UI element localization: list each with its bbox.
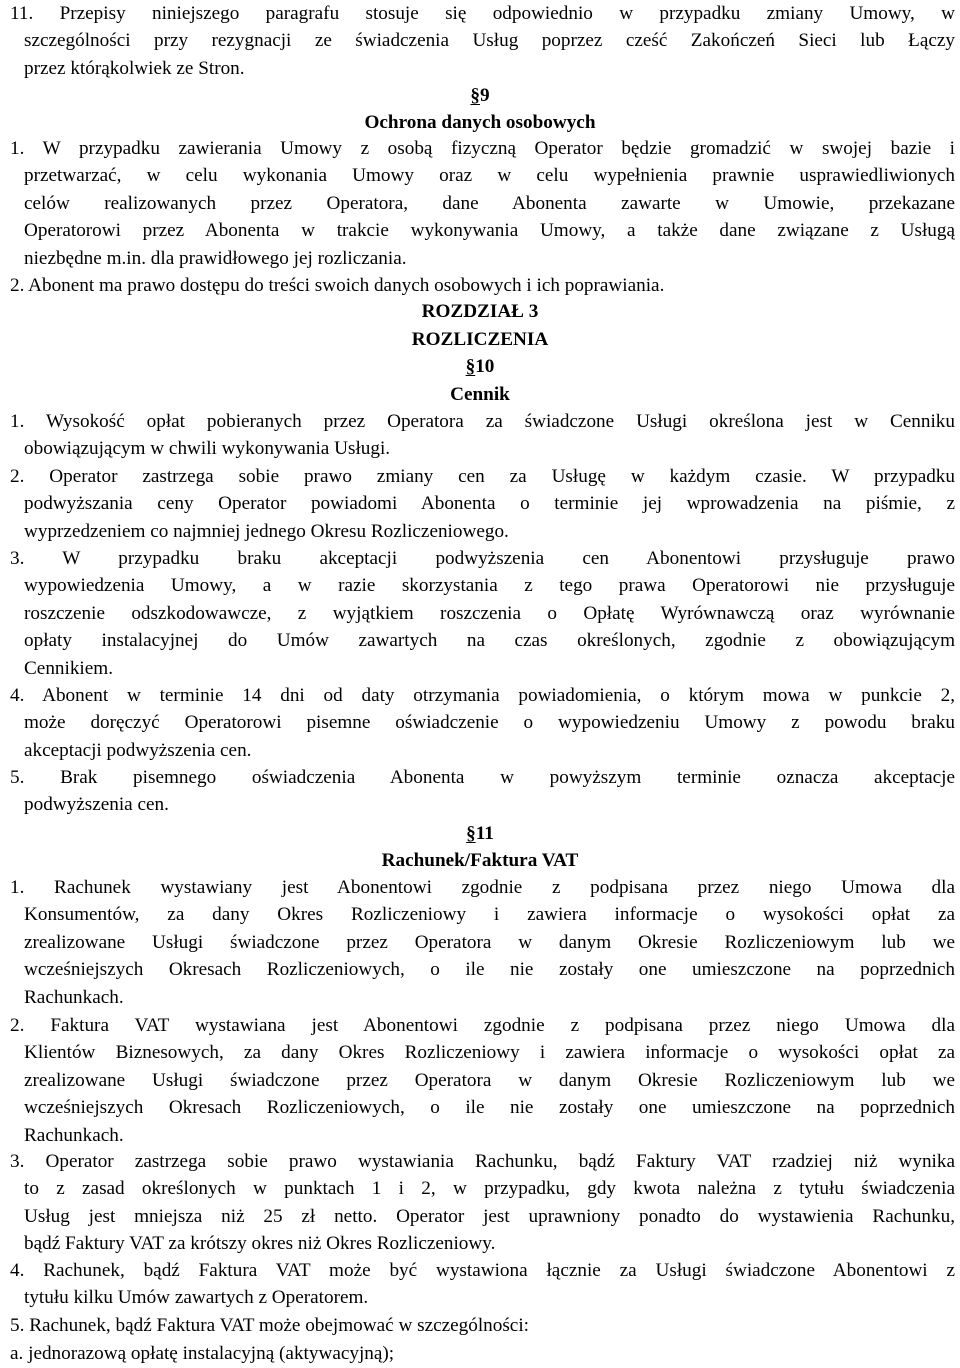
section-sign: § [470, 85, 480, 106]
paragraph-line: wcześniejszych Okresach Rozliczeniowych, o ile nie zostały one umieszczone na poprzednich [24, 959, 955, 981]
section-number-text: 10 [475, 356, 495, 377]
paragraph-line: to z zasad określonych w punktach 1 i 2, w przypadku, gdy kwota należna z tytułu świadczenia [24, 1178, 955, 1200]
section-heading-text: Rachunek/Faktura VAT [381, 850, 579, 871]
section-heading-text: ROZDZIAŁ 3 [421, 301, 539, 322]
paragraph-line: 1. Wysokość opłat pobieranych przez Operatora za świadczone Usługi określona jest w Cenniku [10, 411, 955, 432]
paragraph-line: wypowiedzenia Umowy, a w razie skorzystania z tego prawa Operatorowi nie przysługuje [24, 575, 955, 597]
paragraph-line: zrealizowane Usługi świadczone przez Operatora w danym Okresie Rozliczeniowym lub we [24, 931, 955, 953]
paragraph-p11 [10, 0, 955, 82]
paragraph-p10_3 [10, 545, 955, 682]
paragraph-p11_5a [10, 1340, 955, 1367]
paragraph-line: 5. Rachunek, bądź Faktura VAT może obejmować w szczególności: [10, 1315, 529, 1336]
section-heading [0, 847, 960, 874]
section-number [0, 820, 960, 847]
paragraph-p10_4 [10, 682, 955, 764]
paragraph-line: Konsumentów, za dany Okres Rozliczeniowy i zawiera informacje o wysokości opłat za [24, 904, 955, 926]
paragraph-line: Rachunkach. [24, 1124, 124, 1146]
paragraph-line: opłaty instalacyjnej do Umów zawartych na czas określonych, zgodnie z obowiązującym [24, 630, 955, 652]
paragraph-line: 4. Rachunek, bądź Faktura VAT może być wystawiona łącznie za Usługi świadczone Abonentowi z [10, 1260, 955, 1281]
paragraph-line: 1. Rachunek wystawiany jest Abonentowi zgodnie z podpisana przez niego Umowa dla [10, 877, 955, 898]
paragraph-line: Rachunkach. [24, 986, 124, 1008]
paragraph-line: 2. Abonent ma prawo dostępu do treści swoich danych osobowych i ich poprawiania. [10, 275, 665, 296]
paragraph-line: podwyższania ceny Operator powiadomi Abonenta o terminie jej wprowadzenia na piśmie, z [24, 493, 955, 515]
paragraph-p11_4 [10, 1257, 955, 1312]
paragraph-p11_2 [10, 1012, 955, 1149]
paragraph-line: roszczenie odszkodowawcze, z wyjątkiem roszczenia o Opłatę Wyrównawczą oraz wyrównanie [24, 602, 955, 624]
paragraph-line: 5. Brak pisemnego oświadczenia Abonenta w powyższym terminie oznacza akceptacje [10, 767, 955, 788]
paragraph-line: zrealizowane Usługi świadczone przez Operatora w danym Okresie Rozliczeniowym lub we [24, 1069, 955, 1091]
paragraph-line: Operatorowi przez Abonenta w trakcie wykonywania Umowy, a także dane związane z Usługą [24, 220, 955, 242]
paragraph-line: 11. Przepisy niniejszego paragrafu stosuje się odpowiednio w przypadku zmiany Umowy, w [10, 3, 955, 24]
paragraph-p10_1 [10, 408, 955, 463]
paragraph-line: bądź Faktury VAT za krótszy okres niż Okres Rozliczeniowy. [24, 1233, 496, 1255]
paragraph-p10_2 [10, 463, 955, 545]
paragraph-p9_2 [10, 272, 955, 299]
paragraph-line: tytułu kilku Umów zawartych z Operatorem. [24, 1287, 369, 1309]
section-sign: § [466, 823, 476, 844]
paragraph-line: obowiązującym w chwili wykonywania Usługi. [24, 438, 391, 460]
section-number-text: 9 [480, 85, 490, 106]
section-number [0, 82, 960, 109]
paragraph-line: Usług jest mniejsza niż 25 zł netto. Operator jest uprawniony ponadto do wystawienia Rachunku, [24, 1205, 955, 1227]
paragraph-line: szczególności przy rezygnacji ze świadczenia Usług poprzez cześć Zakończeń Sieci lub Łączy [24, 30, 955, 52]
paragraph-line: a. jednorazową opłatę instalacyjną (aktywacyjną); [10, 1343, 395, 1364]
paragraph-line: akceptacji podwyższenia cen. [24, 739, 252, 761]
section-heading [0, 326, 960, 353]
section-heading-text: Cennik [450, 384, 510, 405]
section-heading-text: Ochrona danych osobowych [364, 112, 596, 133]
paragraph-line: podwyższenia cen. [24, 794, 169, 816]
section-heading [0, 298, 960, 325]
paragraph-line: 4. Abonent w terminie 14 dni od daty otrzymania powiadomienia, o którym mowa w punkcie 2, [10, 685, 955, 706]
paragraph-p11_1 [10, 874, 955, 1011]
section-heading [0, 381, 960, 408]
paragraph-line: może doręczyć Operatorowi pisemne oświadczenie o wypowiedzeniu Umowy z powodu braku [24, 712, 955, 734]
paragraph-p10_5 [10, 764, 955, 819]
section-heading-text: ROZLICZENIA [411, 329, 549, 350]
paragraph-line: celów realizowanych przez Operatora, dane Abonenta zawarte w Umowie, przekazane [24, 192, 955, 214]
paragraph-line: 2. Operator zastrzega sobie prawo zmiany cen za Usługę w każdym czasie. W przypadku [10, 466, 955, 487]
paragraph-p11_3 [10, 1148, 955, 1258]
section-number [0, 353, 960, 380]
paragraph-line: 2. Faktura VAT wystawiana jest Abonentowi zgodnie z podpisana przez niego Umowa dla [10, 1015, 955, 1036]
paragraph-p9_1 [10, 135, 955, 272]
paragraph-line: przez którąkolwiek ze Stron. [24, 57, 245, 79]
paragraph-line: 3. W przypadku braku akceptacji podwyższenia cen Abonentowi przysługuje prawo [10, 548, 955, 569]
paragraph-line: niezbędne m.in. dla prawidłowego jej rozliczania. [24, 247, 407, 269]
paragraph-line: Cennikiem. [24, 657, 113, 679]
paragraph-line: 1. W przypadku zawierania Umowy z osobą fizyczną Operator będzie gromadzić w swojej bazie i [10, 138, 955, 159]
paragraph-line: wyprzedzeniem co najmniej jednego Okresu Rozliczeniowego. [24, 520, 509, 542]
paragraph-line: wcześniejszych Okresach Rozliczeniowych, o ile nie zostały one umieszczone na poprzednich [24, 1097, 955, 1119]
paragraph-p11_5 [10, 1312, 955, 1339]
paragraph-line: 3. Operator zastrzega sobie prawo wystawiania Rachunku, bądź Faktury VAT rzadziej niż wynika [10, 1151, 955, 1172]
section-heading [0, 109, 960, 136]
paragraph-line: Klientów Biznesowych, za dany Okres Rozliczeniowy i zawiera informacje o wysokości opłat za [24, 1042, 955, 1064]
section-sign: § [465, 356, 476, 377]
paragraph-line: przetwarzać, w celu wykonania Umowy oraz w celu wypełnienia prawnie usprawiedliwionych [24, 165, 955, 187]
section-number-text: 11 [475, 823, 494, 844]
